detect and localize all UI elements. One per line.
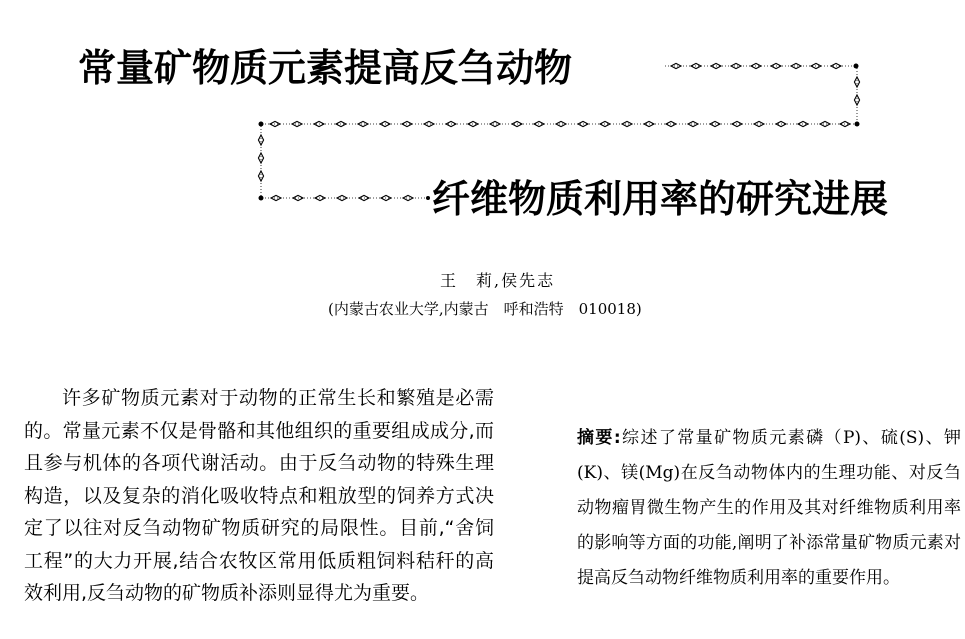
authors: 王 莉,侯先志 bbox=[440, 271, 556, 290]
title-line-1: 常量矿物质元素提高反刍动物 bbox=[78, 46, 573, 90]
chain-top bbox=[665, 63, 859, 68]
intro-paragraph: 许多矿物质元素对于动物的正常生长和繁殖是必需的。常量元素不仅是骨骼和其他组织的重要组成成分,而且参与机体的各项代谢活动。由于反刍动物的特殊生理构造，以及复杂的消化吸收特点和粗放型的饲养方式决定了以往对反刍动物矿物质研究的局限性。目前,“舍饲工程”的大力开展,结合农牧区常用低质粗饲料秸秆的高效利用,反刍动物的矿物质补添则显得尤为重要。 bbox=[24, 387, 494, 604]
title-line-2: 纤维物质利用率的研究进展 bbox=[432, 177, 889, 221]
abstract-text: 综述了常量矿物质元素磷（P)、硫(S)、钾(K)、镁(Mg)在反刍动物体内的生理功能、对反刍动物瘤胃微生物产生的作用及其对纤维物质利用率的影响等方面的功能,阐明了补添常量矿物质元素对提高反刍动物纤维物质利用率的重要作用。 bbox=[577, 428, 961, 588]
chain-left-vertical bbox=[258, 126, 263, 201]
affiliation: (内蒙古农业大学,内蒙古 呼和浩特 010018) bbox=[328, 300, 642, 318]
abstract bbox=[577, 421, 961, 596]
chain-right-vertical bbox=[854, 68, 859, 127]
chain-middle bbox=[259, 121, 857, 126]
chain-bottom bbox=[262, 195, 430, 200]
abstract-label: 摘要: bbox=[577, 428, 621, 448]
